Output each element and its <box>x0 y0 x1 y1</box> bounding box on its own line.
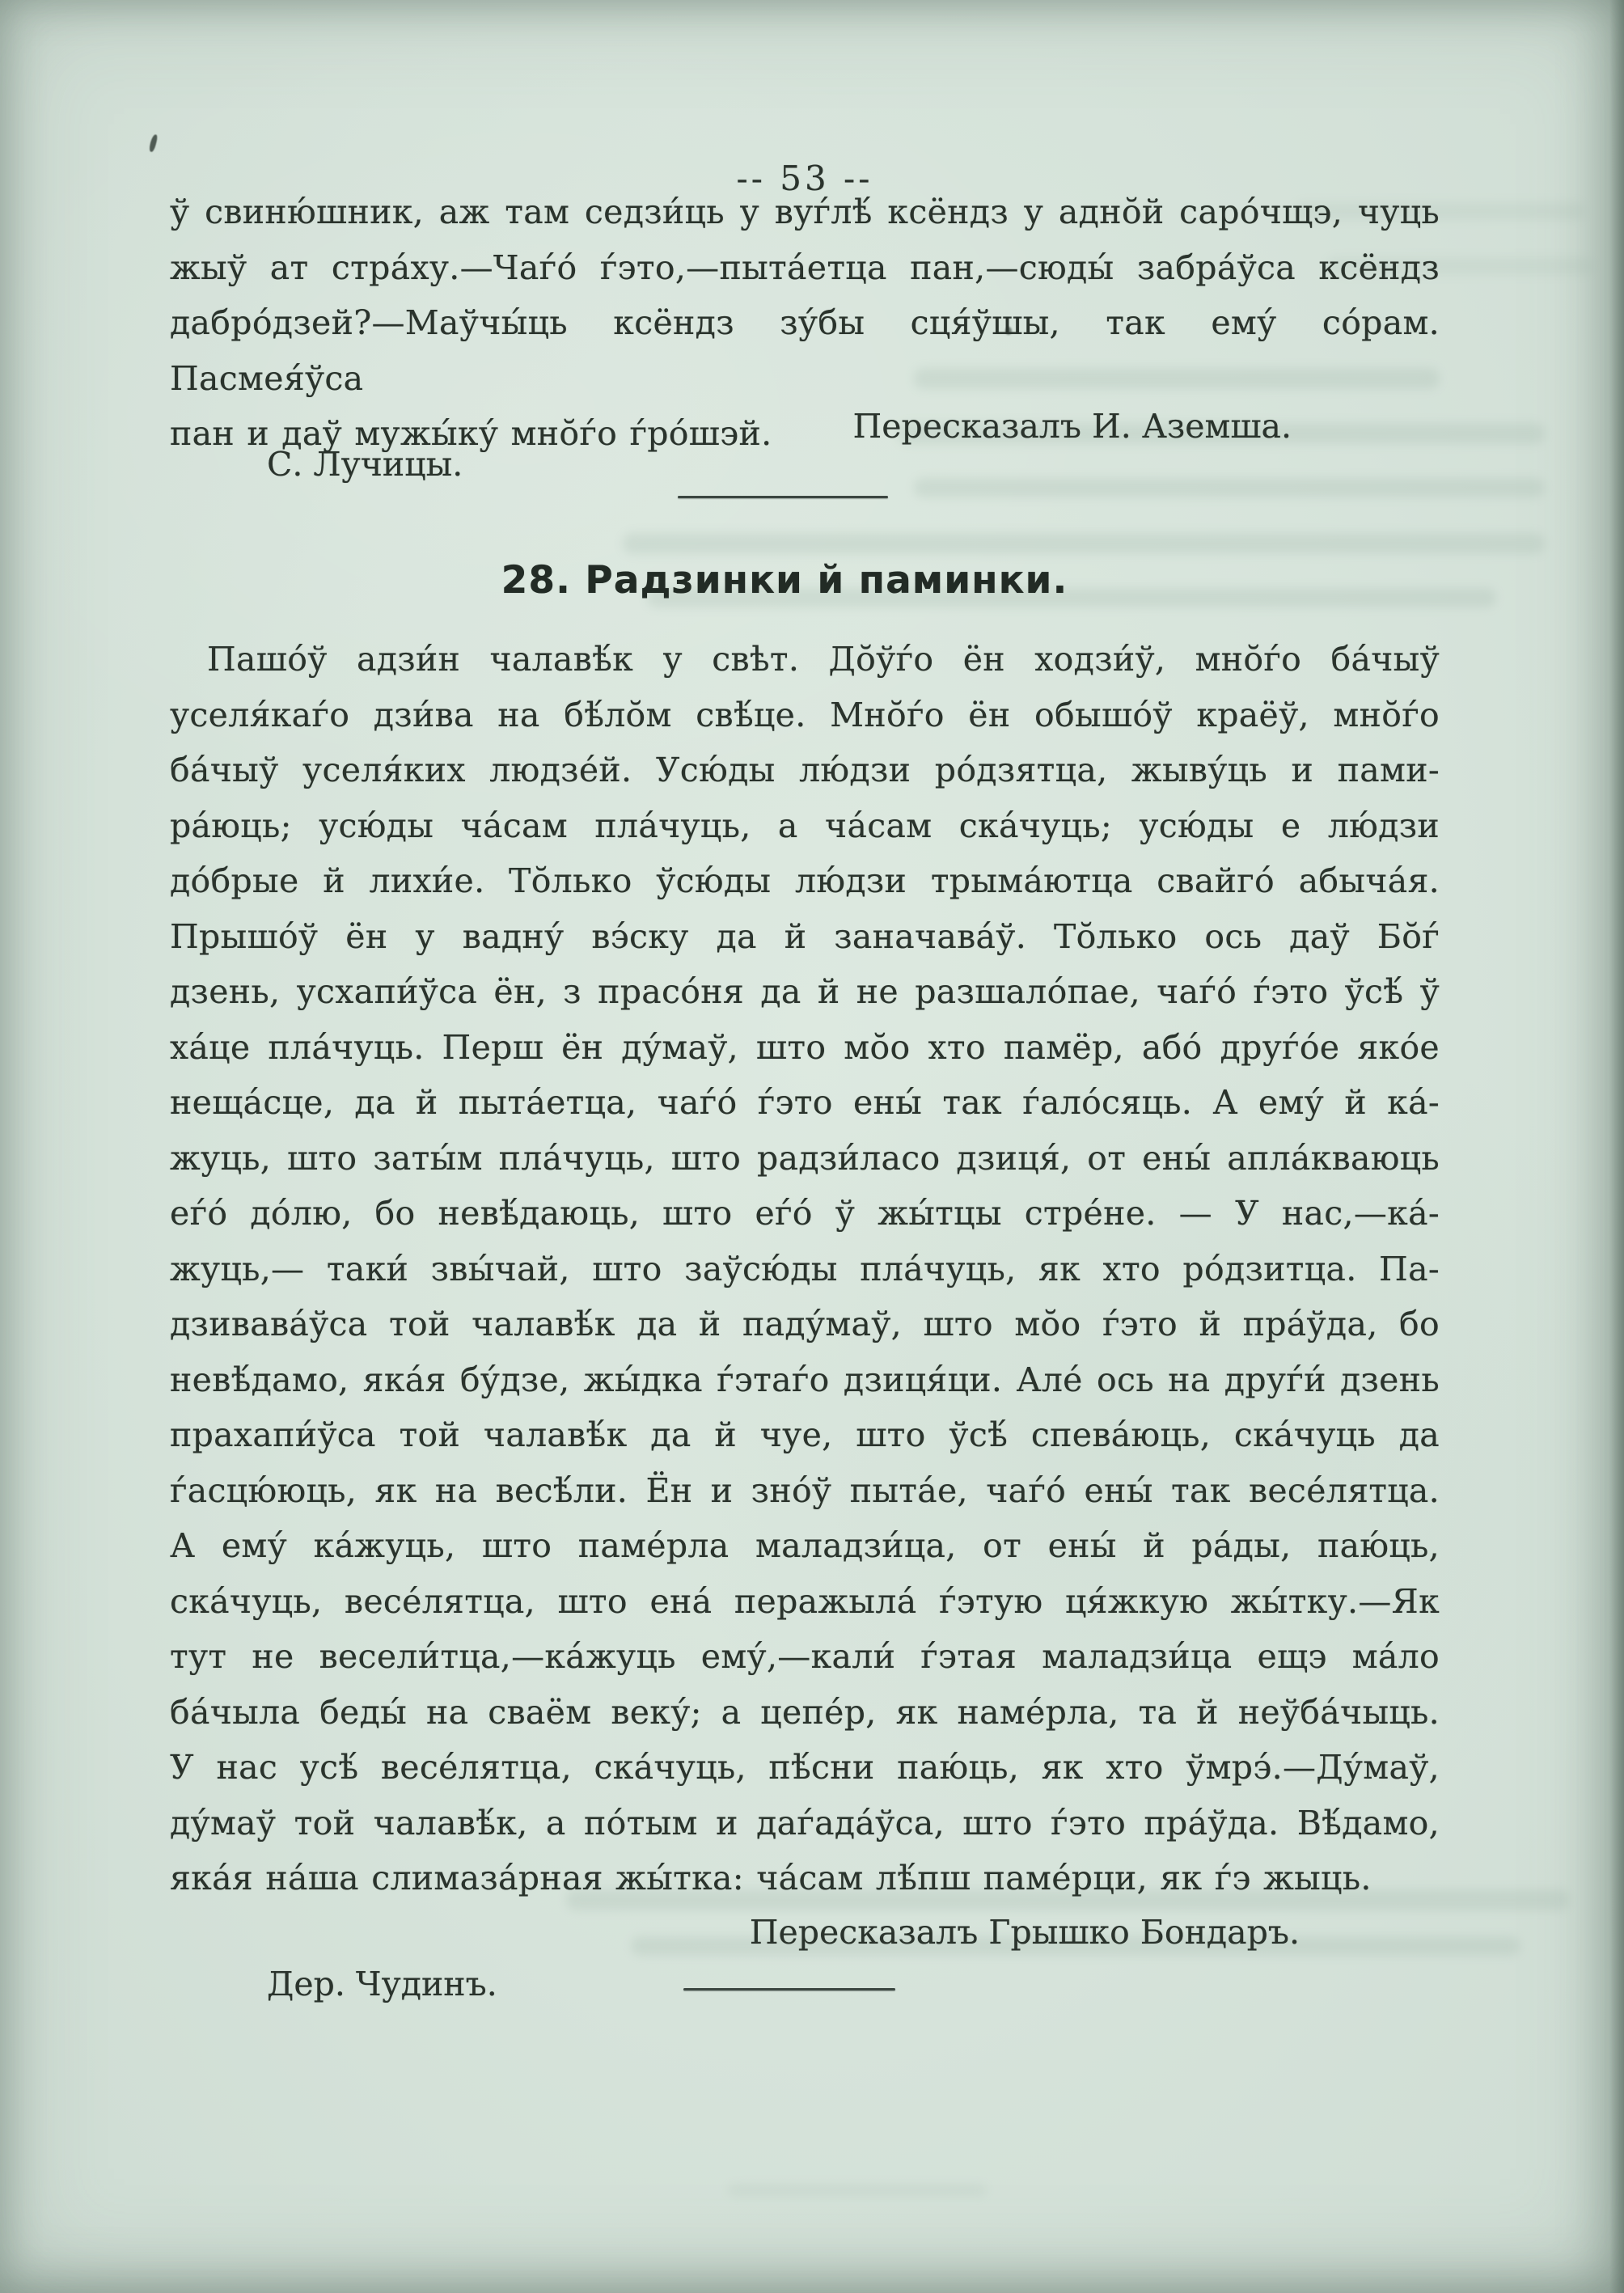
page-edge-shading <box>1609 0 1624 2293</box>
text-line: до́брые й лихи́е. То̆лько ўсю́ды лю́дзи трыма́ютца свайго́ абыча́я. <box>170 861 1440 900</box>
bleed-through-smudge <box>914 478 1545 497</box>
story-27-location: С. Лучицы. <box>267 445 463 484</box>
page-number: -- 53 -- <box>736 159 873 198</box>
text-line: жуць,— таки́ звы́чай, што заўсю́ды пла́чуць, як хто ро́дзитца. Па- <box>170 1249 1440 1288</box>
text-line: невѣ́дамо, яка́я бу́дзе, жы́дка ѓэтаѓо дзиця́ци. Але́ ось на друѓи́ дзень <box>170 1360 1440 1399</box>
text-line: тут не весели́тца,—ка́жуць ему́,—кали́ ѓэтая маладзи́ца ещэ ма́ло <box>170 1637 1440 1676</box>
text-line: неща́сце, да й пыта́етца, чаѓо́ ѓэто ены́ так ѓало́сяць. А ему́ й ка́- <box>170 1083 1440 1122</box>
pen-mark <box>148 133 158 152</box>
text-line: уселя́каѓо дзи́ва на бѣ́ло̆м свѣ́це. Мно̆ѓо ён обышо́ў краёў, мно̆ѓо <box>170 695 1440 734</box>
section-divider-rule <box>678 496 888 498</box>
text-line: ха́це пла́чуць. Перш ён ду́маў, што мо̆о хто памёр, або́ друѓо́е яко́е <box>170 1027 1440 1067</box>
text-line: прахапи́ўса той чалавѣ́к да й чуе, што ўсѣ́ спева́юць, ска́чуць да <box>170 1415 1440 1454</box>
text-line: У нас усѣ́ весе́лятца, ска́чуць, пѣ́сни паю́ць, як хто ўмрэ́.—Ду́маў, <box>170 1748 1440 1787</box>
bleed-through-smudge <box>728 2184 987 2197</box>
text-line: А ему́ ка́жуць, што паме́рла маладзи́ца, от ены́ й ра́ды, паю́ць, <box>170 1526 1440 1565</box>
text-line: ра́юць; усю́ды ча́сам пла́чуць, а ча́сам ска́чуць; усю́ды е лю́дзи <box>170 806 1440 845</box>
bleed-through-smudge <box>623 533 1545 554</box>
text-line: еѓо́ до́лю, бо невѣ́даюць, што еѓо́ ў жы́тцы стре́не. — У нас,—ка́- <box>170 1194 1440 1233</box>
text-line: яка́я на́ша слимаза́рная жы́тка: ча́сам лѣ́пш паме́рци, як ѓэ жыць. <box>170 1859 1372 1897</box>
end-divider-rule <box>683 1988 895 1991</box>
text-line: жуць, што заты́м пла́чуць, што радзи́ласо дзиця́, от ены́ апла́кваюць <box>170 1138 1440 1178</box>
text-line: жыў ат стра́ху.—Чаѓо́ ѓэто,—пыта́етца пан,—сюды́ забра́ўса ксёндз <box>170 247 1440 287</box>
story-28-text <box>170 632 1440 1906</box>
text-line: ба́чыла беды́ на сваём веку́; а цепе́р, як наме́рла, та й неўба́чыць. <box>170 1692 1440 1732</box>
story-27-attribution: Пересказалъ И. Аземша. <box>852 407 1292 446</box>
text-line: дзень, усхапи́ўса ён, з прасо́ня да й не разшало́пае, чаѓо́ ѓэто ўсѣ́ ў <box>170 972 1440 1011</box>
text-line: ска́чуць, весе́лятца, што ена́ перажыла́ ѓэтую ця́жкую жы́тку.—Як <box>170 1581 1440 1621</box>
story-28-heading: 28. Радзинки й паминки. <box>501 558 1068 603</box>
text-line: дзивава́ўса той чалавѣ́к да й паду́маў, што мо̆о ѓэто й пра́ўда, бо <box>170 1305 1440 1343</box>
text-line: Пашо́ў адзи́н чалавѣ́к у свѣт. До̆ўѓо ён ходзи́ў, мно̆ѓо ба́чыў <box>207 640 1440 679</box>
text-line: ѓасцю́юць, як на весѣ́ли. Ён и зно́ў пыта́е, чаѓо́ ены́ так весе́лятца. <box>170 1470 1440 1510</box>
text-line: ба́чыў уселя́ких людзе́й. Усю́ды лю́дзи ро́дзятца, жыву́ць и пами- <box>170 751 1440 789</box>
story-28-location: Дер. Чудинъ. <box>267 1965 497 2003</box>
text-line: пан и даў мужы́ку́ мно̆ѓо ѓро́шэй. <box>170 414 772 453</box>
text-line: ду́маў той чалавѣ́к, а по́тым и даѓада́ўса, што ѓэто пра́ўда. Вѣ́дамо, <box>170 1803 1440 1842</box>
text-line: ў свиню́шник, аж там седзи́ць у вуѓлѣ́ ксёндз у адно̆й саро́чщэ, чуць <box>170 192 1440 231</box>
story-28-attribution: Пересказалъ Грышко Бондаръ. <box>749 1913 1300 1952</box>
text-line: дабро́дзей?—Маўчы́ць ксёндз зу́бы сця́ўшы, так ему́ со́рам. Пасмея́ўса <box>170 303 1440 398</box>
text-line: Прышо́ў ён у вадну́ вэ́ску да й заначава́ў. То̆лько ось даў Бо̆ѓ <box>170 916 1440 956</box>
